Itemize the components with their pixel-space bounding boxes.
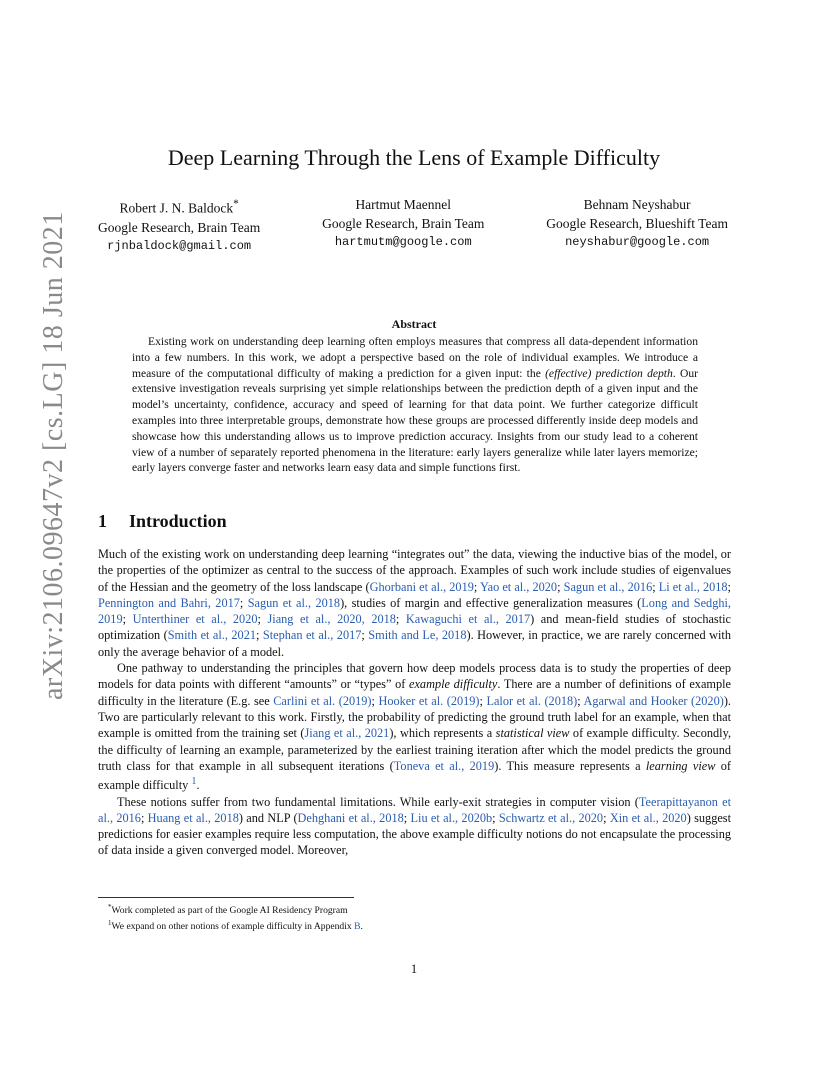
emphasis: statistical view	[495, 726, 570, 741]
section-number: 1	[98, 511, 107, 531]
author-affiliation: Google Research, Brain Team	[322, 216, 485, 231]
emphasis: learning view	[645, 758, 716, 773]
appendix-link[interactable]: B	[354, 921, 361, 933]
citation-link[interactable]: Dehghani et al., 2018	[297, 810, 404, 825]
citation-link[interactable]: Lalor et al. (2018)	[486, 693, 578, 708]
intro-body	[98, 546, 731, 859]
paragraph: One pathway to understanding the principles that govern how deep models process data is to study the properties of deep models for data points with different “amounts” or “types” of example difficulty. There are a number of definitions of example difficulty in the literature (E.g. see Carlini et al. (2019); Hooker et al. (2019); Lalor et al. (2018); Agarwal and Hooker (2020)). Two are particularly relevant to this work. Firstly, the probability of predicting the ground truth label for an example, when that example is omitted from the training set (Jiang et al., 2021), which represents a statistical view of example difficulty. Secondly, the difficulty of learning an example, parameterized by the earliest training iteration after which the model predicts the ground truth class for that example in all subsequent iterations (Toneva et al., 2019). This measure represents a learning view of example difficulty $^1$.	[98, 661, 732, 793]
citation-link[interactable]: Pennington and Bahri, 2017	[98, 595, 240, 610]
author-affiliation: Google Research, Brain Team	[98, 219, 261, 235]
citation-link[interactable]: Agarwal and Hooker (2020)	[583, 693, 724, 708]
author-name: Robert J. N. Baldock	[119, 200, 234, 216]
citation-link[interactable]: Smith and Le, 2018	[368, 628, 467, 643]
citation-link[interactable]: Li et al., 2018	[658, 579, 728, 594]
author-name: Hartmut Maennel	[355, 197, 452, 212]
citation-link[interactable]: Teerapittayanon et al., 2016	[98, 794, 731, 825]
abstract-text: Existing work on understanding deep learning often employs measures that compress all data-dependent information into a few numbers. In this work, we adopt a perspective based on the role of individual examples. We introduce a measure of the computational difficulty of making a prediction for a given input: the (effective) prediction depth. Our extensive investigation reveals surprising yet simple relationships between the prediction depth of a given input and the model’s uncertainty, confidence, accuracy and speed of learning for that data point. We further categorize difficult examples into three interpretable groups, demonstrate how these groups are processed differently inside deep models and showcase how this understanding allows us to improve prediction accuracy. Insights from our study lead to a coherent view of a number of separately reported phenomena in the literature: early layers generalize while later layers memorize; early layers converge faster and networks learn easy data and simple functions first.	[132, 335, 698, 475]
author-email[interactable]: rjnbaldock@gmail.com	[107, 238, 252, 253]
author-1	[98, 195, 260, 256]
citation-link[interactable]: Toneva et al., 2019	[393, 758, 495, 773]
citation-link[interactable]: Jiang et al., 2020, 2018	[267, 612, 396, 627]
author-2	[322, 195, 484, 256]
citation-link[interactable]: Unterthiner et al., 2020	[132, 612, 258, 627]
citation-link[interactable]: Yao et al., 2020	[479, 579, 558, 594]
author-email[interactable]: hartmutm@google.com	[334, 235, 472, 249]
citation-link[interactable]: Long and Sedghi, 2019	[98, 595, 731, 627]
paper-title: Deep Learning Through the Lens of Example Difficulty	[167, 145, 661, 170]
paragraph: Much of the existing work on understanding deep learning “integrates out” the data, viewing the inductive bias of the model, or the properties of the optimizer as central to the success of the approach. Examples of such work include studies of eigenvalues of the Hessian and the geometry of the loss landscape (Ghorbani et al., 2019; Yao et al., 2020; Sagun et al., 2016; Li et al., 2018; Pennington and Bahri, 2017; Sagun et al., 2018), studies of margin and effective generalization measures (Long and Sedghi, 2019; Unterthiner et al., 2020; Jiang et al., 2020, 2018; Kawaguchi et al., 2017) and mean-field studies of stochastic optimization (Smith et al., 2021; Stephan et al., 2017; Smith and Le, 2018). However, in practice, we are rarely concerned with only the average behavior of a model.	[98, 547, 732, 659]
citation-link[interactable]: Stephan et al., 2017	[262, 628, 362, 643]
footnote: $^1$We expand on other notions of example difficulty in Appendix B.	[108, 919, 363, 933]
abstract-heading: Abstract	[391, 317, 437, 331]
author-block	[98, 195, 728, 256]
paragraph: These notions suffer from two fundamental limitations. While early-exit strategies in computer vision (Teerapittayanon et al., 2016; Huang et al., 2018) and NLP (Dehghani et al., 2018; Liu et al., 2020b; Schwartz et al., 2020; Xin et al., 2020) suggest predictions for easier examples require less computation, the above example difficulty notions do not encapsulate the processing of data inside a given converged model. Moreover,	[98, 794, 731, 858]
arxiv-identifier: arXiv:2106.09647v2 [cs.LG] 18 Jun 2021	[38, 211, 69, 700]
footnote: *Work completed as part of the Google AI Residency Program	[108, 903, 348, 917]
citation-link[interactable]: Sagun et al., 2018	[247, 595, 341, 610]
citation-link[interactable]: Sagun et al., 2016	[563, 579, 653, 594]
author-affiliation: Google Research, Blueshift Team	[546, 216, 728, 231]
section-heading	[98, 511, 227, 532]
citation-link[interactable]: Xin et al., 2020	[609, 810, 687, 825]
author-3	[546, 195, 728, 256]
citation-link[interactable]: Hooker et al. (2019)	[378, 693, 480, 708]
citation-link[interactable]: Ghorbani et al., 2019	[369, 579, 474, 594]
author-footnote-marker: *	[233, 198, 239, 210]
author-name: Behnam Neyshabur	[583, 197, 691, 212]
footnote-link[interactable]: 1	[191, 776, 197, 788]
citation-link[interactable]: Jiang et al., 2021	[304, 726, 390, 741]
section-title: Introduction	[129, 511, 227, 531]
footnotes	[108, 901, 363, 933]
author-email[interactable]: neyshabur@google.com	[565, 235, 710, 249]
citation-link[interactable]: Carlini et al. (2019)	[273, 693, 372, 708]
emphasis: (effective) prediction depth	[545, 366, 673, 380]
emphasis: example difficulty	[409, 677, 498, 692]
page-number: 1	[410, 962, 418, 976]
citation-link[interactable]: Liu et al., 2020b	[410, 810, 493, 825]
citation-link[interactable]: Smith et al., 2021	[167, 628, 256, 643]
citation-link[interactable]: Huang et al., 2018	[147, 810, 239, 825]
footnote-divider	[98, 897, 354, 898]
citation-link[interactable]: Kawaguchi et al., 2017	[405, 612, 531, 627]
citation-link[interactable]: Schwartz et al., 2020	[498, 810, 604, 825]
